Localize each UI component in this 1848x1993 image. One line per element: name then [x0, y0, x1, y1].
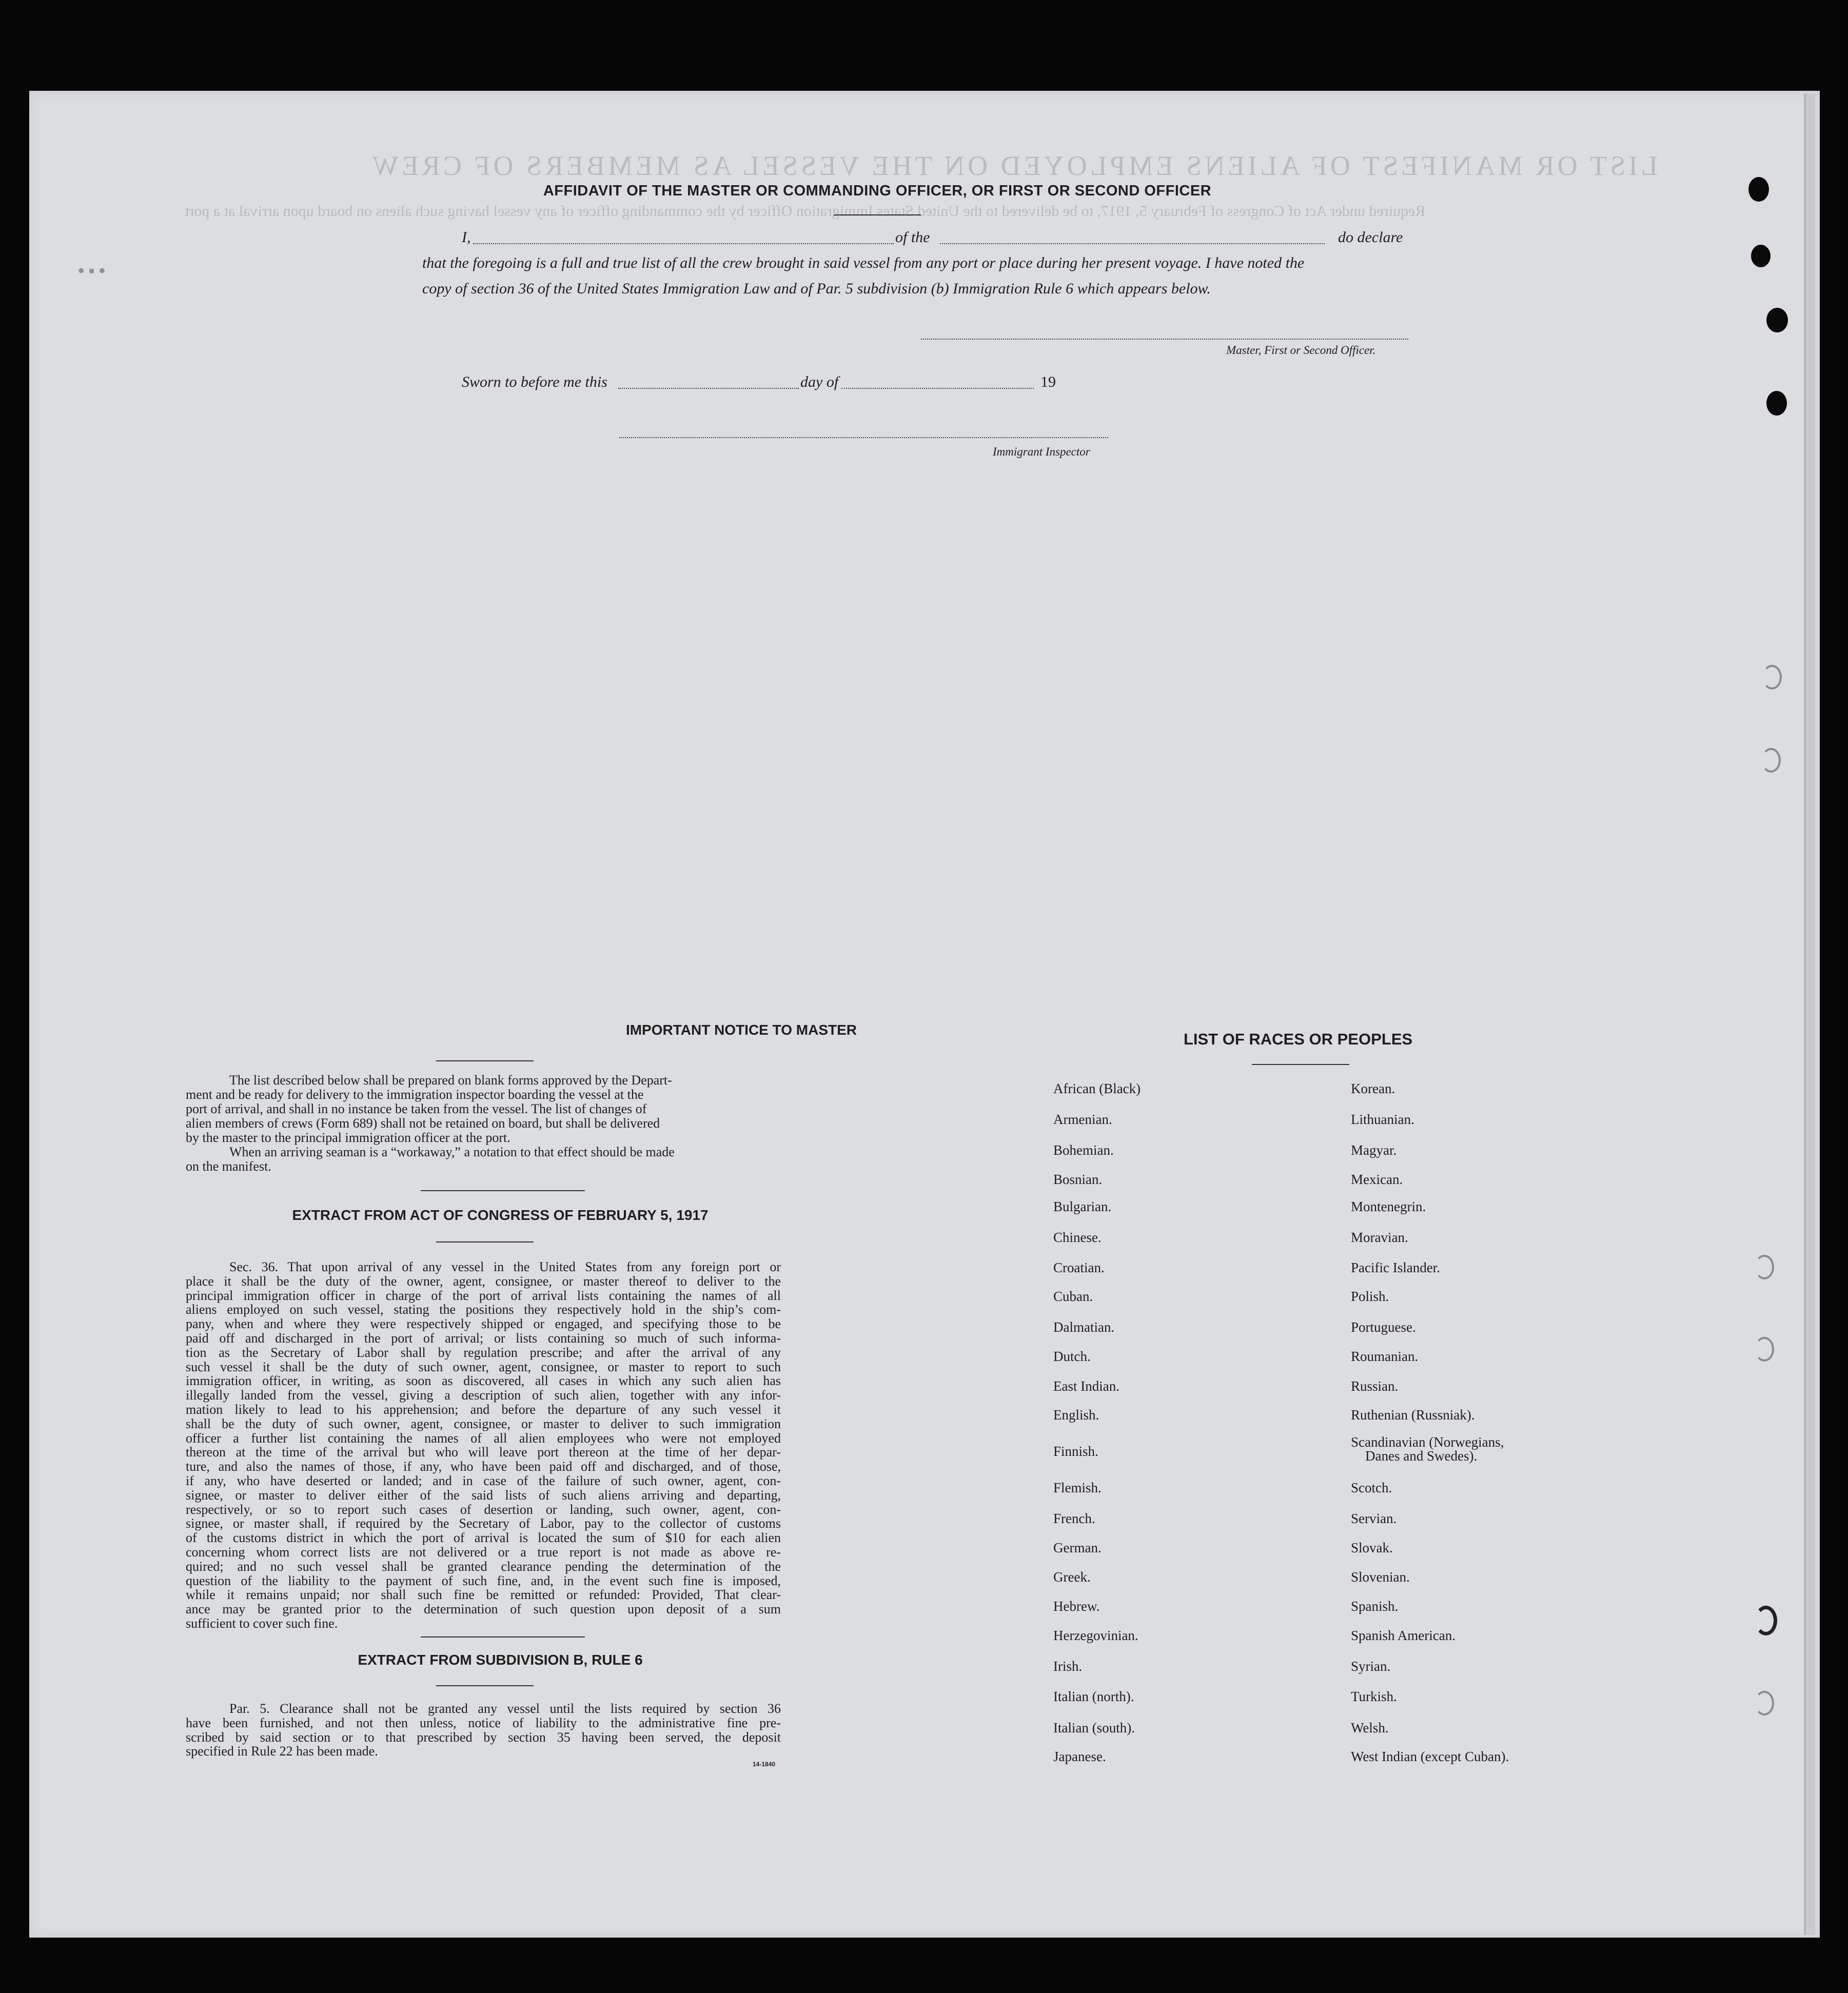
race-entry: Magyar.: [1351, 1142, 1397, 1158]
race-entry: Scandinavian (Norwegians,: [1351, 1434, 1504, 1450]
binder-hole: [1766, 391, 1787, 416]
race-entry: Roumanian.: [1351, 1349, 1419, 1364]
extract-act-line: officer a further list containing the names of all alien employees who were not employed: [186, 1430, 781, 1446]
race-entry: Dalmatian.: [1053, 1319, 1115, 1335]
race-entry: Bohemian.: [1053, 1142, 1114, 1158]
race-entry: German.: [1053, 1540, 1102, 1555]
notice-rule: [436, 1060, 534, 1061]
race-entry: Irish.: [1053, 1659, 1083, 1674]
binder-hole-ring: [1755, 1337, 1774, 1361]
section-divider: [421, 1190, 585, 1191]
race-entry: Syrian.: [1351, 1659, 1391, 1674]
race-entry: Spanish.: [1351, 1599, 1399, 1614]
notice-line: The list described below shall be prepared on blank forms approved by the Depart-: [229, 1073, 672, 1088]
inspector-signature-line: [619, 437, 1108, 438]
race-entry: Bosnian.: [1053, 1172, 1103, 1187]
inspector-signature-label: Immigrant Inspector: [993, 445, 1090, 458]
extract-act-line: pany, when and where they were respectively shipped or engaged, and specifying those to be: [186, 1316, 781, 1332]
extract-act-line: Sec. 36. That upon arrival of any vessel in the United States from any foreign port or: [229, 1259, 781, 1274]
extract-act-line: ture, and also the names of those, if any, who have been paid off and discharged, and of those,: [186, 1459, 781, 1474]
race-entry: Cuban.: [1053, 1289, 1093, 1304]
race-entry: Armenian.: [1053, 1112, 1112, 1127]
extract-act-line: if any, who have deserted or landed; and in case of the failure of such owner, agent, con-: [186, 1473, 781, 1488]
race-entry: East Indian.: [1053, 1378, 1119, 1394]
race-entry: Slovak.: [1351, 1540, 1393, 1555]
binder-hole-ring: [1762, 665, 1782, 689]
race-entry: Italian (north).: [1053, 1689, 1134, 1704]
race-entry: Korean.: [1351, 1081, 1395, 1096]
extract-act-rule: [436, 1241, 534, 1242]
extract-rule-title: EXTRACT FROM SUBDIVISION B, RULE 6: [358, 1652, 643, 1668]
race-entry: Servian.: [1351, 1511, 1397, 1526]
extract-rule-line: scribed by said section or to that prescribed by section 35 having been served, the deposit: [186, 1729, 781, 1745]
bleed-through-subtitle: Required under Act of Congress of February 5, 1917, to be delivered to the United States Immigration Officer by the commanding officer of any vessel having such aliens on board upon arrival at a port: [185, 203, 1426, 220]
race-entry: Greek.: [1053, 1569, 1091, 1585]
notice-line: ment and be ready for delivery to the immigration inspector boarding the vessel at the: [186, 1087, 644, 1102]
extract-act-line: principal immigration officer in charge of the port of arrival lists containing the names of all: [186, 1288, 781, 1303]
extract-act-line: signee, or master shall, if required by the Secretary of Labor, pay to the collector of customs: [186, 1516, 781, 1531]
race-entry: Russian.: [1351, 1378, 1399, 1394]
day-of-text: day of: [800, 373, 839, 390]
binder-hole-ring: [1761, 748, 1781, 773]
extract-act-line: paid off and discharged in the port of arrival; or lists containing so much of such informa-: [186, 1331, 781, 1346]
race-entry: Slovenian.: [1351, 1569, 1410, 1585]
form-code: 14-1840: [753, 1761, 776, 1768]
race-entry: African (Black): [1053, 1081, 1141, 1096]
extract-act-title: EXTRACT FROM ACT OF CONGRESS OF FEBRUARY 5, 1917: [292, 1207, 709, 1223]
race-entry: English.: [1053, 1407, 1099, 1423]
affidavit-of-the: of the: [895, 229, 930, 246]
race-entry: West Indian (except Cuban).: [1351, 1749, 1509, 1764]
extract-act-line: ance may be granted prior to the determination of such question upon deposit of a sum: [186, 1602, 781, 1617]
binder-hole-ring: [1755, 1691, 1774, 1715]
race-entry: Welsh.: [1351, 1720, 1389, 1735]
extract-act-line: shall be the duty of such owner, agent, consignee, or master to deliver to such immigration: [186, 1416, 781, 1431]
extract-rule-line: specified in Rule 22 has been made.: [186, 1744, 378, 1759]
notice-line: on the manifest.: [186, 1159, 271, 1174]
sheet-edge: [1804, 93, 1815, 1935]
bleed-through-title: LIST OR MANIFEST OF ALIENS EMPLOYED ON THE VESSEL AS MEMBERS OF CREW: [369, 150, 1658, 181]
race-entry: Montenegrin.: [1351, 1199, 1426, 1214]
races-rule: [1252, 1064, 1349, 1065]
race-entry: Scotch.: [1351, 1480, 1392, 1495]
extract-rule-line: Par. 5. Clearance shall not be granted any vessel until the lists required by section 36: [229, 1701, 781, 1716]
master-signature-label: Master, First or Second Officer.: [1226, 344, 1376, 357]
race-entry: Pacific Islander.: [1351, 1260, 1440, 1275]
race-entry: Hebrew.: [1053, 1599, 1100, 1614]
binder-hole: [1751, 245, 1771, 267]
affidavit-i: I,: [462, 229, 471, 246]
corner-stamp: •▪•: [76, 263, 108, 282]
race-entry: Bulgarian.: [1053, 1199, 1112, 1214]
extract-act-line: mation likely to lead to his apprehension; and before the departure of any such vessel it: [186, 1402, 781, 1417]
sworn-text: Sworn to before me this: [462, 373, 607, 390]
vessel-blank: [940, 243, 1325, 244]
race-entry: Polish.: [1351, 1289, 1389, 1304]
notice-line: When an arriving seaman is a “workaway,” a notation to that effect should be made: [229, 1145, 675, 1159]
notice-title: IMPORTANT NOTICE TO MASTER: [625, 1022, 857, 1038]
race-entry: Finnish.: [1053, 1444, 1098, 1459]
race-entry: Portuguese.: [1351, 1319, 1416, 1335]
races-title: LIST OF RACES OR PEOPLES: [1183, 1030, 1413, 1048]
extract-act-line: question of the liability to the payment of such fine, and, in the event such fine is imposed,: [186, 1573, 781, 1588]
extract-act-line: sufficient to cover such fine.: [186, 1616, 338, 1631]
affidavit-line-3: copy of section 36 of the United States Immigration Law and of Par. 5 subdivision (b) Immigration Rule 6 which appears below.: [422, 280, 1211, 297]
notice-line: port of arrival, and shall in no instance be taken from the vessel. The list of changes of: [186, 1101, 647, 1116]
master-signature-line: [921, 339, 1408, 340]
extract-act-line: signee, or master to deliver either of the said lists of such aliens arriving and departing,: [186, 1487, 781, 1503]
extract-act-line: tion as the Secretary of Labor shall by regulation prescribe; and after the arrival of any: [186, 1345, 781, 1360]
notice-line: by the master to the principal immigration officer at the port.: [186, 1130, 510, 1145]
race-entry: Mexican.: [1351, 1172, 1403, 1187]
race-entry: French.: [1053, 1511, 1095, 1526]
binder-hole-ring: [1755, 1606, 1777, 1635]
extract-act-line: quired; and no such vessel shall be granted clearance pending the determination of the: [186, 1558, 781, 1574]
race-entry: Herzegovinian.: [1053, 1628, 1138, 1643]
extract-act-line: immigration officer, in writing, as soon as discovered, all cases in which any such alien has: [186, 1373, 781, 1389]
extract-act-line: illegally landed from the vessel, giving a description of such alien, together with any infor-: [186, 1388, 781, 1403]
race-entry: Croatian.: [1053, 1260, 1105, 1275]
affidavit-line-2: that the foregoing is a full and true list of all the crew brought in said vessel from any port or place during her present voyage. I have noted the: [422, 254, 1305, 271]
race-entry: Turkish.: [1351, 1689, 1397, 1704]
race-entry: Italian (south).: [1053, 1720, 1135, 1735]
race-entry: Ruthenian (Russniak).: [1351, 1407, 1475, 1423]
binder-hole: [1748, 177, 1769, 202]
extract-rule-rule: [436, 1685, 534, 1686]
race-entry: Spanish American.: [1351, 1628, 1456, 1643]
notice-line: alien members of crews (Form 689) shall not be retained on board, but shall be delivered: [186, 1116, 660, 1131]
extract-rule-line: have been furnished, and not then unless, notice of liability to the administrative fine pre-: [186, 1715, 781, 1730]
extract-act-line: place it shall be the duty of the owner, agent, consignee, or master thereof to deliver to the: [186, 1273, 781, 1289]
race-entry: Moravian.: [1351, 1230, 1408, 1245]
binder-hole: [1766, 308, 1788, 332]
race-entry: Japanese.: [1053, 1749, 1106, 1764]
year-prefix: 19: [1040, 373, 1056, 390]
race-entry: Lithuanian.: [1351, 1112, 1414, 1127]
extract-act-line: respectively, or so to report such cases of desertion or landing, such owner, agent, con-: [186, 1502, 781, 1517]
affidavit-do-declare: do declare: [1338, 229, 1403, 246]
sworn-day-blank: [618, 388, 799, 389]
extract-act-line: concerning whom correct lists are not delivered or a true report is not made as above re-: [186, 1545, 781, 1560]
race-entry: Flemish.: [1053, 1480, 1102, 1495]
section-divider: [421, 1636, 585, 1637]
sworn-month-blank: [841, 388, 1034, 389]
extract-act-line: aliens employed on such vessel, stating the positions they respectively hold in the ship’s com-: [186, 1302, 781, 1317]
extract-act-line: while it remains unpaid; nor shall such fine be remitted or refunded: Provided, That clear-: [186, 1587, 781, 1603]
name-blank: [473, 243, 894, 244]
extract-act-line: of the customs district in which the port of arrival is located the sum of $10 for each alien: [186, 1530, 781, 1546]
affidavit-title: AFFIDAVIT OF THE MASTER OR COMMANDING OFFICER, OR FIRST OR SECOND OFFICER: [543, 183, 1212, 199]
extract-act-line: thereon at the time of the arrival but who will leave port thereon at the time of her depar-: [186, 1445, 781, 1460]
title-rule: [834, 214, 921, 215]
extract-act-line: such vessel it shall be the duty of such owner, agent, consignee, or master to report to such: [186, 1359, 781, 1374]
race-entry: Chinese.: [1053, 1230, 1102, 1245]
race-entry: Dutch.: [1053, 1349, 1091, 1364]
race-entry: Danes and Swedes).: [1365, 1448, 1478, 1464]
binder-hole-ring: [1755, 1255, 1774, 1279]
